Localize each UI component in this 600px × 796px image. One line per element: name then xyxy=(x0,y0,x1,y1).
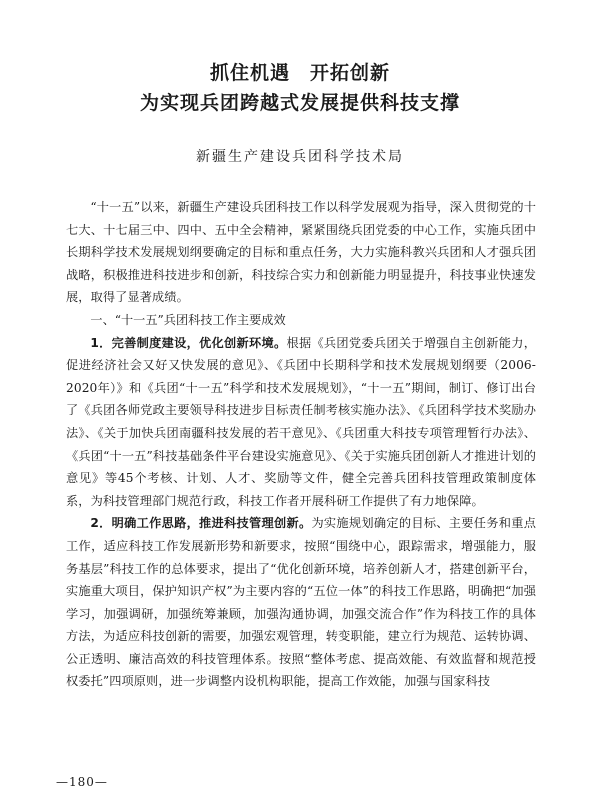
title-line-1: 抓住机遇 开拓创新 xyxy=(209,62,390,84)
author-organization: 新疆生产建设兵团科学技术局 xyxy=(196,149,404,165)
item-1-lead: 1．完善制度建设，优化创新环境。 xyxy=(90,335,287,350)
title-line-2: 为实现兵团跨越式发展提供科技支撑 xyxy=(139,92,460,114)
article-body xyxy=(66,196,536,693)
item-1-text: 根据《兵团党委兵团关于增强自主创新能力，促进经济社会又好又快发展的意见》、《兵团中长期科学和技术发展规划纲要（2006-2020年）》和《兵团“十一五”科学和技术发展规划》，“十一五”期间，制订、修订出台了《兵团各师党政主要领导科技进步目标责任制考核实施办法》、《兵团科学技术奖励办法》、《关于加快兵团南疆科技发展的若干意见》、《兵团重大科技专项管理暂行办法》、《兵团“十一五”科技基础条件平台建设实施意见》、《关于实施兵团创新人才推进计划的意见》等45个考核、计划、人才、奖励等文件，健全完善兵团科技管理政策制度体系，为科技管理部门规范行政，科技工作者开展科研工作提供了有力地保障。 xyxy=(66,335,536,508)
item-2-paragraph xyxy=(66,512,536,693)
intro-paragraph: “十一五”以来，新疆生产建设兵团科技工作以科学发展观为指导，深入贯彻党的十七大、十七届三中、四中、五中全会精神，紧紧围绕兵团党委的中心工作，实施兵团中长期科学技术发展规划纲要确定的目标和重点任务，大力实施科教兴兵团和人才强兵团战略，积极推进科技进步和创新，科技综合实力和创新能力明显提升，科技事业快速发展，取得了显著成绩。 xyxy=(66,200,536,305)
item-2-text: 为实施规划确定的目标、主要任务和重点工作，适应科技工作发展新形势和新要求，按照“围绕中心，跟踪需求，增强能力，服务基层”科技工作的总体要求，提出了“优化创新环境，培养创新人才，搭建创新平台，实施重大项目，保护知识产权”为主要内容的“五位一体”的科技工作思路，明确把“加强学习，加强调研，加强统筹兼顾，加强沟通协调，加强交流合作”作为科技工作的具体方法，为适应科技创新的需要，加强宏观管理，转变职能，建立行为规范、运转协调、公正透明、廉洁高效的科技管理体系。按照“整体考虑、提高效能、有效监督和规范授权委托”四项原则，进一步调整内设机构职能，提高工作效能，加强与国家科技 xyxy=(66,516,536,689)
item-2-lead: 2．明确工作思路，推进科技管理创新。 xyxy=(90,516,312,531)
item-1-paragraph xyxy=(66,332,536,513)
section-heading: 一、“十一五”兵团科技工作主要成效 xyxy=(90,312,286,327)
page-number: —180— xyxy=(56,775,108,789)
